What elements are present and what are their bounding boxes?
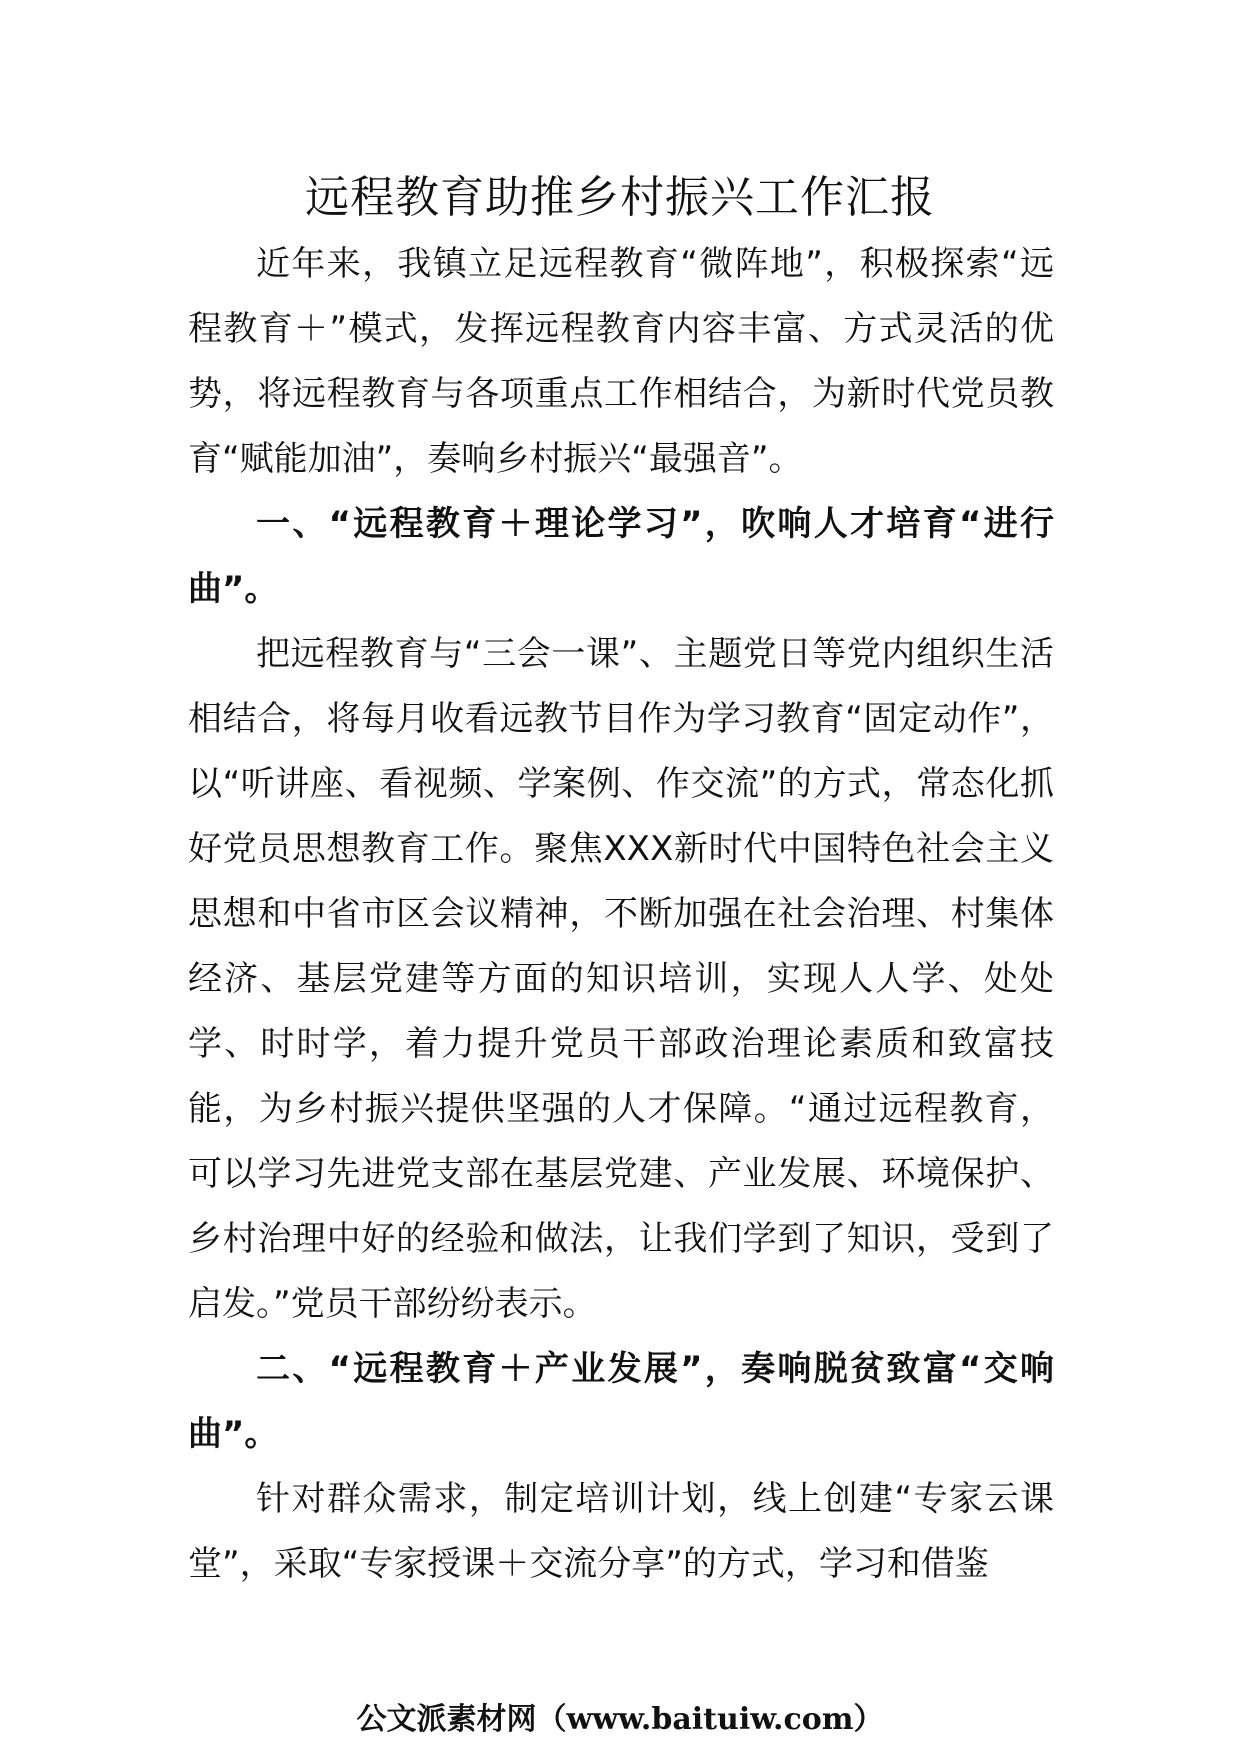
section-heading-2: 二、“远程教育＋产业发展”，奏响脱贫致富“交响曲”。	[188, 1349, 1054, 1454]
section-heading-1: 一、“远程教育＋理论学习”，吹响人才培育“进行曲”。	[188, 504, 1054, 609]
section-1-paragraph: 把远程教育与“三会一课”、主题党日等党内组织生活相结合，将每月收看远教节目作为学习教育“固定动作”，以“听讲座、看视频、学案例、作交流”的方式，常态化抓好党员思想教育工作。聚焦XXX新时代中国特色社会主义思想和中省市区会议精神，不断加强在社会治理、村集体经济、基层党建等方面的知识培训，实现人人学、处处学、时时学，着力提升党员干部政治理论素质和致富技能，为乡村振兴提供坚强的人才保障。“通过远程教育，可以学习先进党支部在基层党建、产业发展、环境保护、乡村治理中好的经验和做法，让我们学到了知识，受到了启发。”党员干部纷纷表示。	[188, 634, 1054, 1324]
document-title: 远程教育助推乡村振兴工作汇报	[305, 172, 935, 223]
section-2-paragraph: 针对群众需求，制定培训计划，线上创建“专家云课堂”，采取“专家授课＋交流分享”的方式，学习和借鉴	[188, 1479, 1054, 1584]
page-footer-watermark: 公文派素材网（www.baituiw.com）	[356, 1702, 884, 1737]
document-body	[188, 232, 1054, 1597]
intro-paragraph: 近年来，我镇立足远程教育“微阵地”，积极探索“远程教育＋”模式，发挥远程教育内容丰富、方式灵活的优势，将远程教育与各项重点工作相结合，为新时代党员教育“赋能加油”，奏响乡村振兴“最强音”。	[188, 244, 1054, 479]
